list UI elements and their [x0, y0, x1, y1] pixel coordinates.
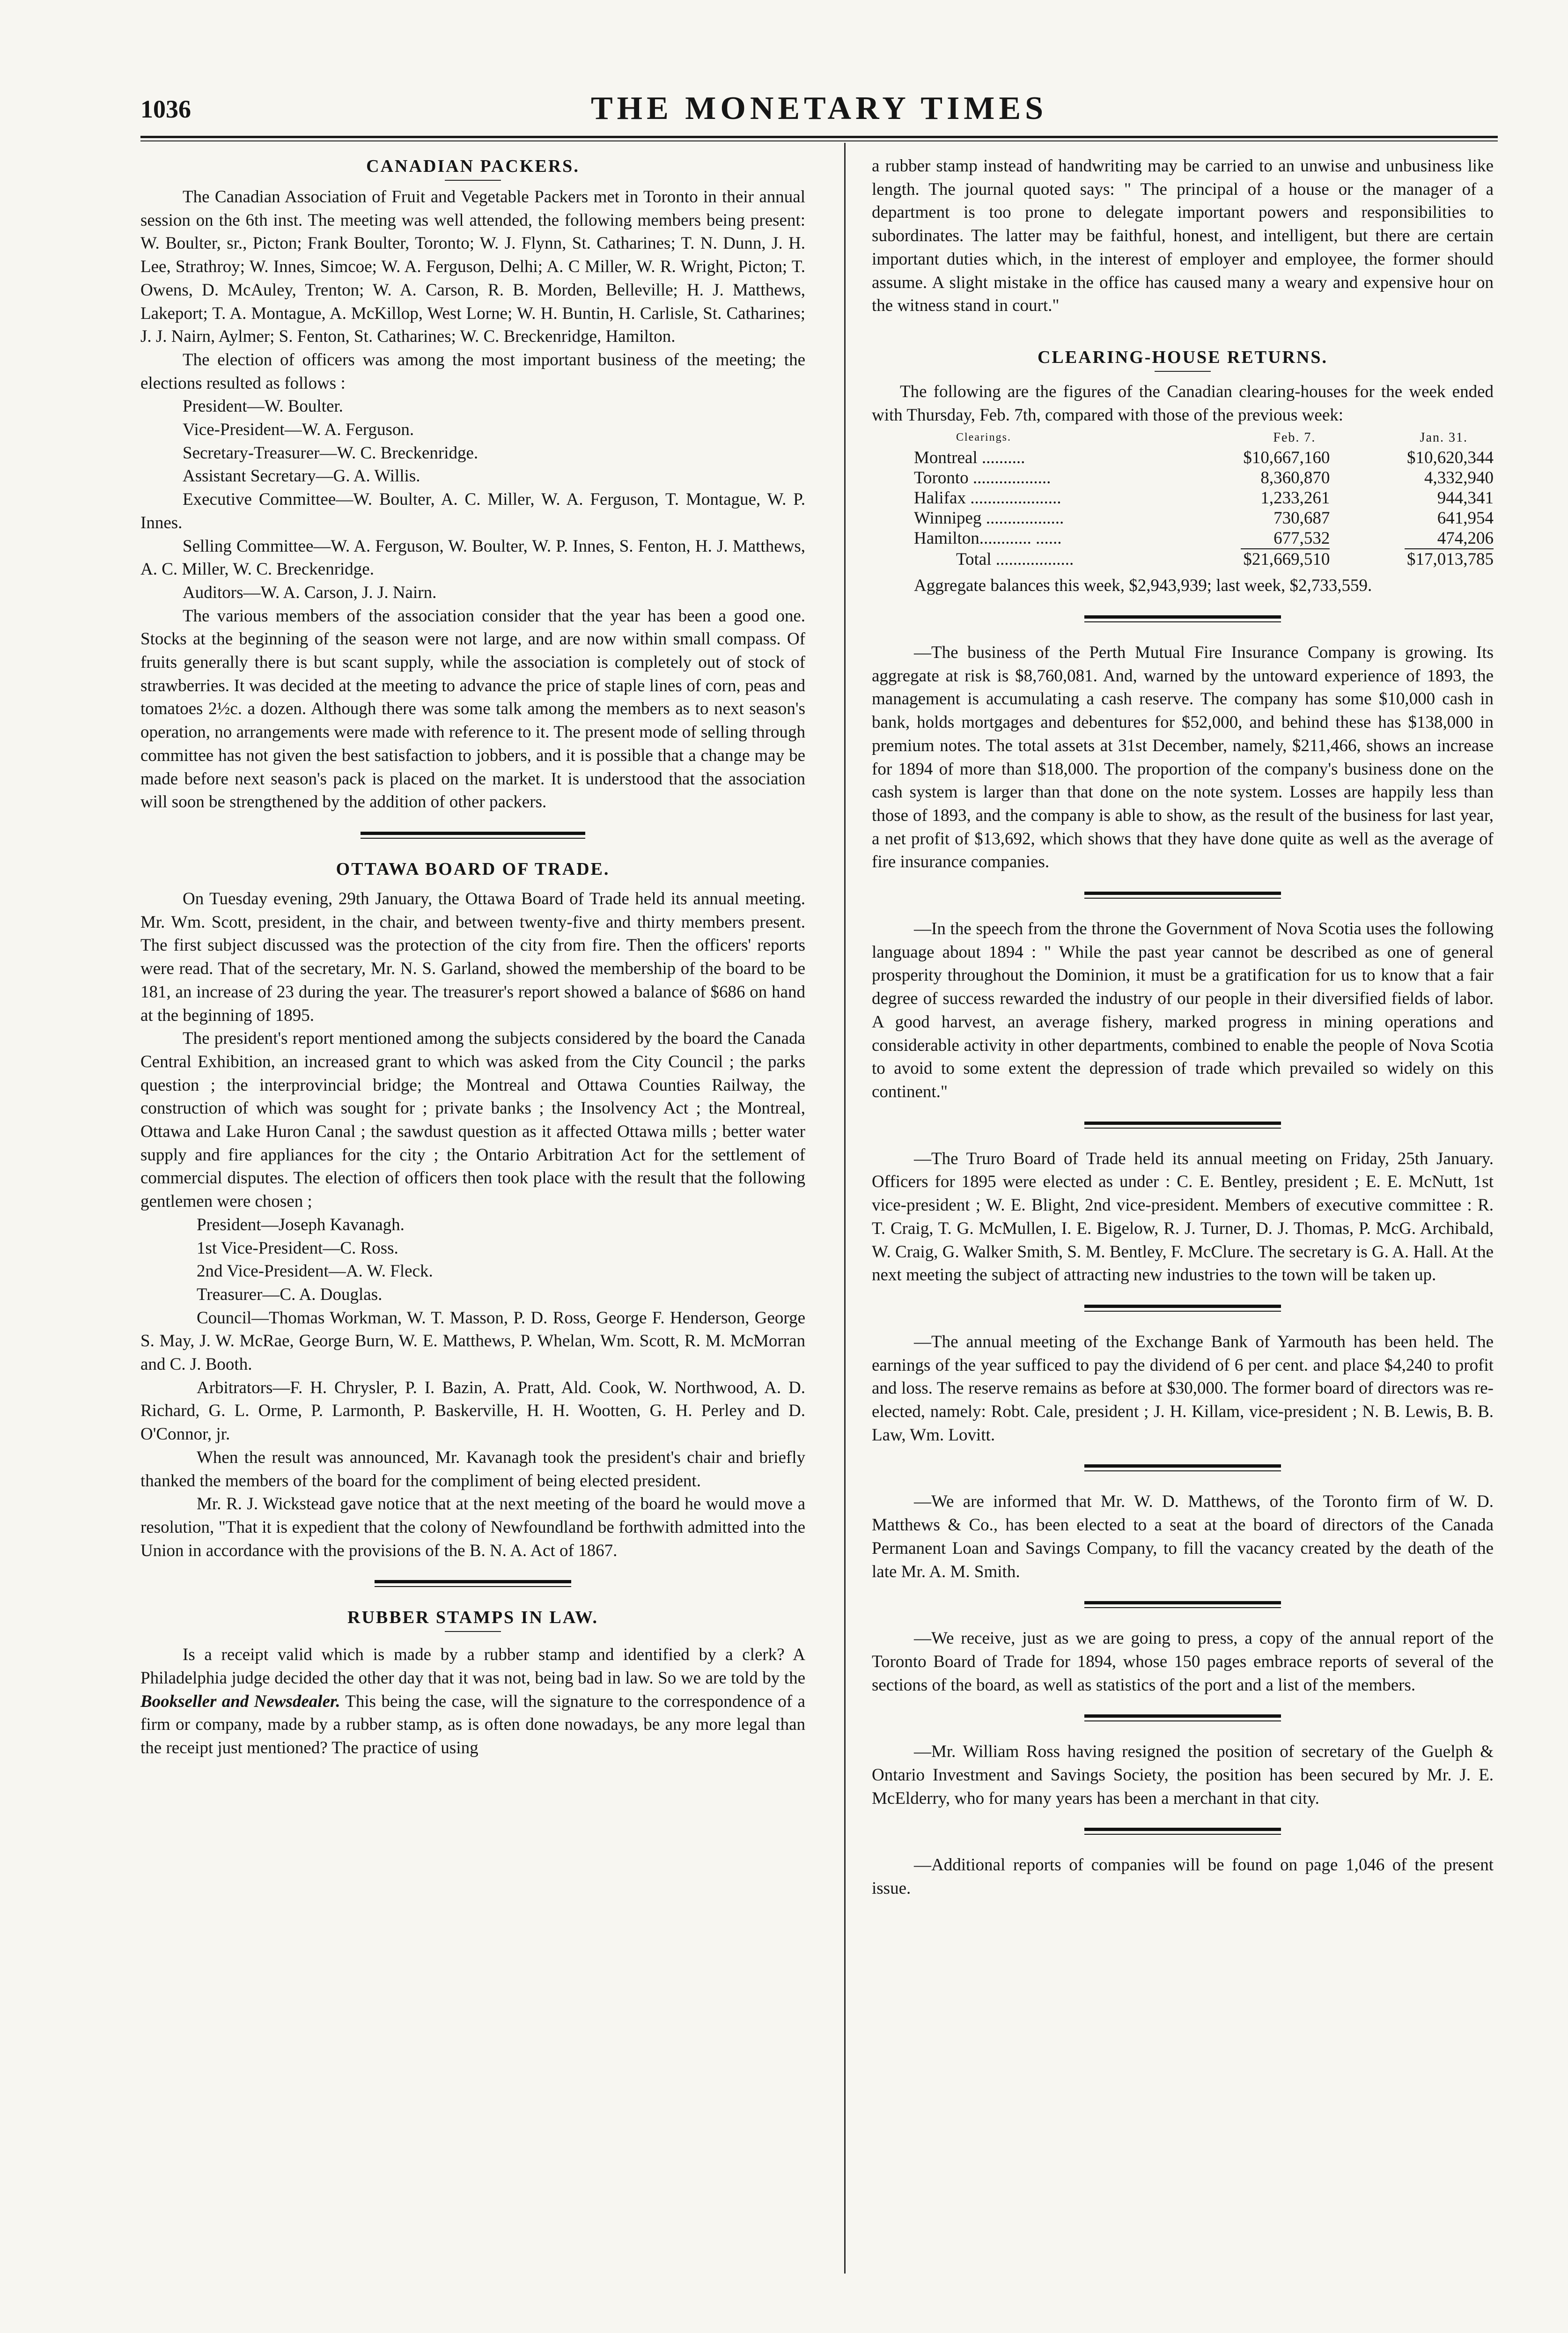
city-name: Winnipeg: [914, 509, 982, 528]
value-cell: $10,667,160: [1243, 448, 1330, 468]
running-header: [140, 90, 1498, 127]
news-item-ross: —Mr. William Ross having resigned the position of secretary of the Guelph & Ontario Investment and Savings Society, the position has been secured by Mr. J. E. McElderry, who for many years has been a merchant in that city.: [872, 1742, 1494, 1808]
officer-line: Treasurer—C. A. Douglas.: [197, 1285, 383, 1304]
paragraph: [140, 1643, 805, 1760]
news-item-toronto-report: —We receive, just as we are going to press, a copy of the annual report of the Toronto Board of Trade for 1894, whose 150 pages embrace reports of several of the sections of the board, as well as statistics of the port and a list of the members.: [872, 1629, 1494, 1695]
city-name: Toronto: [914, 468, 969, 488]
section-separator: [1084, 1828, 1281, 1835]
paragraph: When the result was announced, Mr. Kavanagh took the president's chair and briefly thanked the members of the board for the compliment of being elected president.: [140, 1447, 805, 1491]
value-cell: 1,233,261: [1260, 488, 1330, 508]
city-cell: Toronto ..................: [914, 468, 1051, 488]
city-cell: Montreal ..........: [914, 448, 1025, 468]
paragraph-continued: a rubber stamp instead of handwriting may be carried to an unwise and unbusiness like length. The journal quoted says: " The principal of a house or the manager of a department is too prone to delegate important powers and responsibilities to subordinates. The latter may be faithful, honest, and intelligent, but there are certain important duties which, in the interest of employer and employee, the former should assume. A slight mistake in the office has caused many a weary and expensive hour on the witness stand in court.": [872, 156, 1494, 316]
section-separator: [1084, 1464, 1281, 1471]
committee-line: Auditors—W. A. Carson, J. J. Nairn.: [183, 583, 437, 602]
city-name: Halifax: [914, 488, 966, 508]
total-label: Total: [956, 550, 992, 569]
table-row: [872, 448, 1494, 468]
value-cell: 474,206: [1437, 529, 1494, 548]
officer-line: President—W. Boulter.: [183, 397, 343, 416]
council-line: Council—Thomas Workman, W. T. Masson, P. D. Ross, George F. Henderson, George S. May, J. W. McRae, George Burn, W. E. Matthews, P. Whelan, Wm. Scott, R. M. McMorran and C. J. Booth.: [140, 1308, 805, 1374]
value-cell: $10,620,344: [1407, 448, 1494, 468]
table-row: [872, 488, 1494, 508]
city-name: Montreal: [914, 448, 978, 468]
officer-line: President—Joseph Kavanagh.: [197, 1215, 405, 1234]
article-rubber-stamps: [140, 1606, 805, 1760]
table-row: [872, 508, 1494, 528]
paragraph: The various members of the association consider that the year has been a good one. Stocks at the beginning of the season were not large, and are now within small compass. Of fruits generally there is but scant supply, while the association is completely out of stock of strawberries. It was decided at the meeting to advance the price of staple lines of corn, peas and tomatoes 2½c. a dozen. Although there was some talk among the members as to next season's operation, no arrangements were made with reference to it. The present mode of selling through committee has not given the best satisfaction to jobbers, and it is possible that a change may be made before next season's pack is placed on the market. It is understood that the association will soon be strengthened by the addition of other packers.: [140, 606, 805, 812]
table-header: [872, 428, 1494, 448]
news-item-matthews: —We are informed that Mr. W. D. Matthews, of the Toronto firm of W. D. Matthews & Co., has been elected to a seat at the board of directors of the Canada Permanent Loan and Savings Company, to fill the vacancy created by the death of the late Mr. A. M. Smith.: [872, 1492, 1494, 1581]
section-separator: [1084, 1601, 1281, 1608]
value-cell: 730,687: [1274, 509, 1330, 528]
aggregate-line: Aggregate balances this week, $2,943,939; last week, $2,733,559.: [914, 576, 1372, 596]
section-separator: [1084, 1122, 1281, 1129]
news-item-additional: —Additional reports of companies will be found on page 1,046 of the present issue.: [872, 1855, 1494, 1898]
heading-rule: [445, 180, 501, 181]
paragraph: Mr. R. J. Wickstead gave notice that at the next meeting of the board he would move a resolution, "That it is expedient that the colony of Newfoundland be forthwith admitted into the Union in accordance with the provisions of the B. N. A. Act of 1867.: [140, 1494, 805, 1560]
news-item-nova-scotia: —In the speech from the throne the Government of Nova Scotia uses the following language about 1894 : " While the past year cannot be described as one of general prosperity throughout the Dominion, it must be a gratification for us to know that a fair degree of success rewarded the industry of our people in their diversified fields of labor. A good harvest, an average fishery, marked progress in mining operations and considerable activity in other departments, combined to enable the people of Nova Scotia to avoid to some extent the depression of trade which prevailed so widely on this continent.": [872, 919, 1494, 1101]
value-cell: 4,332,940: [1424, 468, 1494, 488]
table-row: [872, 468, 1494, 488]
article-ottawa-board: [140, 857, 805, 1562]
paragraph: The Canadian Association of Fruit and Vegetable Packers met in Toronto in their annual session on the 6th inst. The meeting was well attended, the following members being present: W. Boulter, sr., Picton; Frank Boulter, Toronto; W. J. Flynn, St. Catharines; T. N. Dunn, J. H. Lee, Strathroy; W. Innes, Simcoe; W. A. Ferguson, Delhi; A. C Miller, W. R. Wright, Picton; T. Owens, D. McAuley, Trenton; W. A. Carson, R. B. Morden, Belleville; H. J. Matthews, Lakeport; T. A. Montague, A. McKillop, West Lorne; W. H. Buntin, H. Carlisle, St. Catharines; J. J. Nairn, Aylmer; S. Fenton, St. Catharines; W. C. Breckenridge, Hamilton.: [140, 187, 805, 347]
article-heading: OTTAWA BOARD OF TRADE.: [336, 859, 610, 879]
section-separator: [1084, 892, 1281, 899]
value-cell: 677,532: [1274, 529, 1330, 548]
paragraph: On Tuesday evening, 29th January, the Ottawa Board of Trade held its annual meeting. Mr. Wm. Scott, president, in the chair, and between twenty-five and thirty members present. The first subject discussed was the protection of the city from fire. Then the officers' reports were read. That of the secretary, Mr. N. S. Garland, showed the membership of the board to be 181, an increase of 23 during the year. The treasurer's report showed a balance of $686 on hand at the beginning of 1895.: [140, 889, 805, 1025]
masthead: THE MONETARY TIMES: [590, 90, 1048, 126]
total-row: [872, 549, 1494, 569]
column-divider: [844, 143, 846, 2274]
news-item-yarmouth: —The annual meeting of the Exchange Bank of Yarmouth has been held. The earnings of the year sufficed to pay the dividend of 6 per cent. and place $4,240 to profit and loss. The reserve remains as before at $30,000. The former board of directors was re-elected, namely: Robt. Cale, president ; J. H. Killam, vice-president ; N. B. Lewis, B. B. Law, Wm. Lovitt.: [872, 1332, 1494, 1445]
value-cell: 641,954: [1437, 509, 1494, 528]
column-header: Feb. 7.: [1273, 430, 1316, 445]
article-heading: CLEARING-HOUSE RETURNS.: [1037, 347, 1328, 367]
article-heading: CANADIAN PACKERS.: [366, 156, 580, 176]
heading-rule: [445, 1631, 501, 1632]
officer-line: Vice-President—W. A. Ferguson.: [183, 420, 414, 440]
city-cell: Hamilton............ ......: [914, 529, 1062, 548]
publication-title: Bookseller and Newsdealer.: [140, 1691, 340, 1711]
committee-line: Selling Committee—W. A. Ferguson, W. Boulter, W. P. Innes, S. Fenton, H. J. Matthews, A. C. Miller, W. C. Breckenridge.: [140, 536, 805, 579]
paragraph: The president's report mentioned among the subjects considered by the board the Canada Central Exhibition, an increased grant to which was asked from the City Council ; the parks question ; the interprovincial bridge; the Montreal and Ottawa Counties Railway, the construction of which was sought for ; private banks ; the Insolvency Act ; the Montreal, Ottawa and Lake Huron Canal ; the sawdust question as it affected Ottawa mills ; better water supply and fire appliances for the city ; the Ontario Arbitration Act for the settlement of commercial disputes. The election of officers then took place with the result that the following gentlemen were chosen ;: [140, 1029, 805, 1211]
paragraph: The following are the figures of the Canadian clearing-houses for the week ended with Thursday, Feb. 7th, compared with those of the previous week:: [872, 382, 1494, 425]
table-row: [872, 528, 1494, 548]
header-rule-thin: [140, 140, 1498, 141]
paragraph-text: This being the case, will the signature to the correspondence of a firm or company, made by a rubber stamp, as is often done nowadays, be any more legal than the receipt just mentioned? The practice of using: [140, 1691, 805, 1758]
news-item-truro: —The Truro Board of Trade held its annual meeting on Friday, 25th January. Officers for 1895 were elected as under : C. E. Bentley, president ; E. E. McNutt, 1st vice-president ; W. E. Blight, 2nd vice-president. Members of executive committee : R. T. Craig, T. G. McMullen, I. E. Bigelow, R. J. Turner, D. J. Thomas, P. McG. Archibald, W. Craig, G. Walker Smith, S. M. Bentley, F. McClure. The secretary is G. A. Hall. At the next meeting the subject of attracting new industries to the town will be taken up.: [872, 1149, 1494, 1285]
total-label-cell: Total ..................: [956, 550, 1074, 569]
value-cell: 8,360,870: [1260, 468, 1330, 488]
article-clearing-house: [872, 346, 1494, 598]
clearing-table: [872, 428, 1494, 569]
officer-line: Assistant Secretary—G. A. Willis.: [183, 466, 420, 486]
arbitrators-line: Arbitrators—F. H. Chrysler, P. I. Bazin, A. Pratt, Ald. Cook, W. Northwood, A. D. Richard, G. L. Orme, P. Larmonth, P. Baskerville, H. H. Wootten, G. H. Perley and D. O'Connor, jr.: [140, 1378, 805, 1444]
city-name: Hamilton: [914, 529, 979, 548]
total-value: $21,669,510: [1243, 550, 1330, 569]
total-value: $17,013,785: [1407, 550, 1494, 569]
heading-rule: [1155, 371, 1211, 372]
section-separator: [1084, 615, 1281, 622]
section-separator: [361, 832, 585, 839]
article-heading: RUBBER STAMPS IN LAW.: [347, 1608, 598, 1628]
city-cell: Winnipeg ..................: [914, 509, 1064, 528]
officer-line: 2nd Vice-President—A. W. Fleck.: [197, 1262, 433, 1281]
article-canadian-packers: [140, 155, 805, 814]
committee-line: Executive Committee—W. Boulter, A. C. Miller, W. A. Ferguson, T. Montague, W. P. Innes.: [140, 490, 805, 532]
value-cell: 944,341: [1437, 488, 1494, 508]
column-header: Clearings.: [956, 431, 1011, 444]
section-separator: [1084, 1305, 1281, 1312]
paragraph-text: Is a receipt valid which is made by a rubber stamp and identified by a clerk? A Philadelphia judge decided the other day that it was not, being bad in law. So we are told by the: [140, 1645, 805, 1688]
section-separator: [375, 1580, 571, 1587]
news-item-perth: —The business of the Perth Mutual Fire Insurance Company is growing. Its aggregate at risk is $8,760,081. And, warned by the untoward experience of 1893, the management is accumulating a cash reserve. The company has some $10,000 cash in bank, holds mortgages and debentures for $52,000, and behind these has $138,000 in premium notes. The total assets at 31st December, namely, $211,466, shows an increase for 1894 of more than $18,000. The proportion of the company's business done on the cash system is larger than that done on the note system. Losses are happily less than those of 1893, and the company is able to show, as the result of the business for last year, a net profit of $13,692, which shows that they have done quite as well as the average of fire insurance companies.: [872, 643, 1494, 872]
column-header: Jan. 31.: [1420, 430, 1468, 445]
right-column: [872, 155, 1494, 1900]
city-cell: Halifax .....................: [914, 488, 1061, 508]
officer-line: Secretary-Treasurer—W. C. Breckenridge.: [183, 443, 478, 463]
section-separator: [1084, 1714, 1281, 1721]
page-number: 1036: [140, 95, 191, 123]
header-rule: [140, 136, 1498, 138]
left-column: [140, 155, 805, 1760]
officer-line: 1st Vice-President—C. Ross.: [197, 1238, 398, 1258]
paragraph: The election of officers was among the most important business of the meeting; the elections resulted as follows :: [140, 350, 805, 393]
